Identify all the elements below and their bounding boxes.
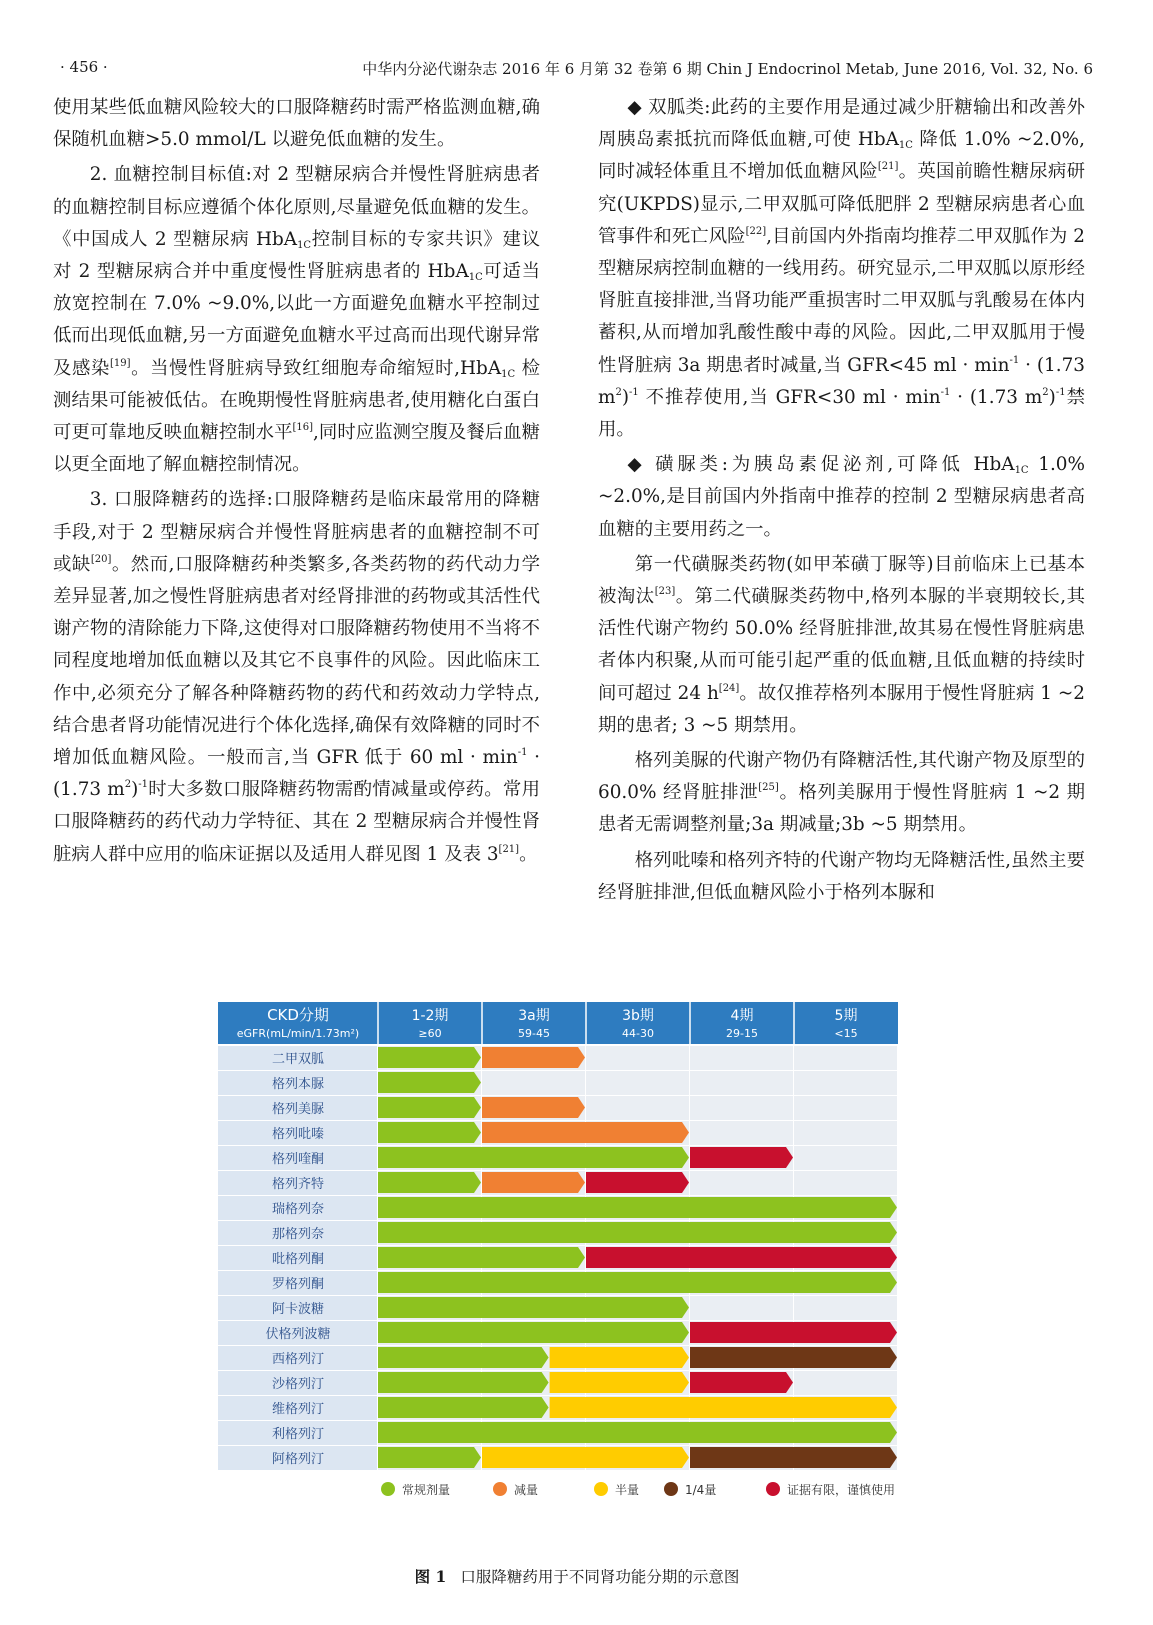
header-stage-label: CKD分期	[267, 1006, 329, 1024]
bar-segment-normal	[378, 1197, 897, 1218]
bar-segment-normal	[378, 1097, 481, 1118]
row-grid-cell	[690, 1096, 793, 1120]
bar-segment-limited	[690, 1372, 793, 1393]
bar-segment-half	[550, 1397, 897, 1418]
bar-segment-normal	[378, 1397, 549, 1418]
citation: [24]	[718, 682, 740, 694]
bar-segment-limited	[586, 1247, 897, 1268]
drug-label: 维格列汀	[271, 1402, 325, 1417]
citation: [20]	[90, 553, 112, 565]
drug-label: 格列本脲	[271, 1077, 325, 1092]
stage-label: 3b期	[622, 1008, 654, 1024]
legend-swatch	[664, 1482, 678, 1496]
citation: [25]	[758, 782, 779, 794]
legend-label: 减量	[514, 1483, 539, 1497]
legend-swatch	[493, 1482, 507, 1496]
figure-caption	[218, 1565, 936, 1587]
row-grid-cell	[586, 1096, 689, 1120]
drug-label: 阿格列汀	[271, 1452, 325, 1467]
bar-segment-normal	[378, 1372, 549, 1393]
bar-segment-normal	[378, 1272, 897, 1293]
bar-segment-half	[550, 1372, 689, 1393]
bar-segment-normal	[378, 1122, 481, 1143]
citation: [19]	[110, 357, 131, 369]
stage-label: 1-2期	[411, 1008, 449, 1024]
stage-egfr-label: 29-15	[726, 1027, 758, 1040]
citation: [23]	[654, 586, 676, 598]
stage-egfr-label: <15	[834, 1027, 858, 1040]
bar-segment-half	[482, 1447, 689, 1468]
chart-svg	[218, 1002, 936, 1557]
legend-label: 常规剂量	[402, 1483, 451, 1497]
bar-segment-normal	[378, 1322, 689, 1343]
citation: [16]	[292, 422, 314, 434]
citation: [21]	[498, 843, 520, 855]
row-grid-cell	[586, 1071, 689, 1095]
citation: [21]	[877, 161, 899, 173]
journal-info: 中华内分泌代谢杂志 2016 年 6 月第 32 卷第 6 期 Chin J Endocrinol Metab, June 2016, Vol. 32, No. 6	[362, 60, 1093, 78]
paragraph: 3. 口服降糖药的选择:口服降糖药是临床最常用的降糖手段,对于 2 型糖尿病合并慢性肾脏病患者的血糖控制不可或缺[20]。然而,口服降糖药种类繁多,各类药物的药代动力学差异显著,加之慢性肾脏病患者对经肾排泄的药物或其活性代谢产物的清除能力下降,这使得对口服降糖药物使用不当将不同程度地增加低血糖以及其它不良事件的风险。因此临床工作中,必须充分了解各种降糖药物的药代和药效动力学特点,结合患者肾功能情况进行个体化选择,确保有效降糖的同时不增加低血糖风险。一般而言,当 GFR 低于 60 ml · $\min^{-1} \cdot (1.73$ $m^2)^{-1}$时大多数口服降糖药物需酌情减量或停药。常用口服降糖药的药代动力学特征、其在 2 型糖尿病合并慢性肾脏病人群中应用的临床证据以及适用人群见图 1 及表 3[21]。	[53, 489, 541, 865]
legend-label: 1/4量	[685, 1483, 717, 1497]
bar-segment-limited	[690, 1322, 897, 1343]
drug-label: 伏格列波糖	[265, 1327, 331, 1342]
drug-label: 西格列汀	[271, 1352, 325, 1367]
drug-label: 吡格列酮	[271, 1252, 325, 1267]
drug-label: 罗格列酮	[271, 1277, 325, 1292]
figure-title: 口服降糖药用于不同肾功能分期的示意图	[460, 1568, 740, 1586]
row-grid-cell	[794, 1171, 897, 1195]
paragraph: ◆ 磺脲类:为胰岛素促泌剂,可降低 HbA$_{1C}$ 1.0% ~2.0%,是目前国内外指南中推荐的控制 2 型糖尿病患者高血糖的主要用药之一。	[598, 454, 1085, 540]
bar-segment-normal	[378, 1222, 897, 1243]
row-grid-cell	[586, 1046, 689, 1070]
figure-1	[218, 1002, 936, 1557]
running-header	[60, 58, 1093, 86]
bar-segment-quarter	[690, 1447, 897, 1468]
bar-segment-normal	[378, 1422, 897, 1443]
bar-segment-normal	[378, 1347, 549, 1368]
row-grid-cell	[690, 1296, 793, 1320]
header-egfr-label: eGFR(mL/min/1.73m²)	[236, 1027, 360, 1040]
bar-segment-normal	[378, 1072, 481, 1093]
row-grid-cell	[794, 1146, 897, 1170]
drug-label: 利格列汀	[271, 1427, 325, 1442]
row-grid-cell	[690, 1071, 793, 1095]
drug-label: 格列美脲	[271, 1102, 325, 1117]
right-column	[598, 92, 1085, 912]
row-grid-cell	[794, 1071, 897, 1095]
paragraph: 第一代磺脲类药物(如甲苯磺丁脲等)目前临床上已基本被淘汰[23]。第二代磺脲类药物中,格列本脲的半衰期较长,其活性代谢产物约 50.0% 经肾脏排泄,故其易在慢性肾脏病患者体内积聚,从而可能引起严重的低血糖,且低血糖的持续时间可超过 24 h[24]。故仅推荐格列本脲用于慢性肾脏病 1 ~2 期的患者; 3 ~5 期禁用。	[598, 553, 1085, 736]
bar-segment-normal	[378, 1172, 481, 1193]
legend-label: 半量	[615, 1483, 640, 1497]
drug-label: 二甲双胍	[271, 1052, 325, 1067]
bar-segment-normal	[378, 1047, 481, 1068]
stage-label: 3a期	[518, 1008, 550, 1024]
legend-swatch	[594, 1482, 608, 1496]
stage-label: 4期	[730, 1008, 754, 1024]
drug-label: 格列吡嗪	[271, 1127, 325, 1142]
legend-label: 证据有限，谨慎使用	[787, 1483, 896, 1497]
stage-egfr-label: 44-30	[622, 1027, 654, 1040]
row-grid-cell	[690, 1171, 793, 1195]
bar-segment-normal	[378, 1297, 689, 1318]
citation: [22]	[745, 225, 767, 237]
legend-swatch	[381, 1482, 395, 1496]
stage-label: 5期	[834, 1008, 858, 1024]
drug-label: 阿卡波糖	[271, 1302, 325, 1317]
row-grid-cell	[794, 1046, 897, 1070]
bar-segment-normal	[378, 1447, 481, 1468]
page-number: · 456 ·	[60, 58, 108, 76]
bar-segment-reduce	[482, 1047, 585, 1068]
stage-egfr-label: ≥60	[418, 1027, 442, 1040]
row-grid-cell	[794, 1096, 897, 1120]
drug-label: 格列齐特	[271, 1177, 325, 1192]
bar-segment-limited	[586, 1172, 689, 1193]
stage-egfr-label: 59-45	[518, 1027, 550, 1040]
paragraph: 格列吡嗪和格列齐特的代谢产物均无降糖活性,虽然主要经肾脏排泄,但低血糖风险小于格列本脲和	[598, 849, 1085, 903]
row-grid-cell	[482, 1071, 585, 1095]
row-grid-cell	[794, 1121, 897, 1145]
drug-label: 格列喹酮	[271, 1152, 325, 1167]
bar-segment-quarter	[690, 1347, 897, 1368]
bar-segment-half	[550, 1347, 689, 1368]
bar-segment-reduce	[482, 1122, 689, 1143]
row-grid-cell	[690, 1121, 793, 1145]
paragraph: 使用某些低血糖风险较大的口服降糖药时需严格监测血糖,确保随机血糖>5.0 mmol/L 以避免低血糖的发生。	[53, 97, 540, 151]
row-grid-cell	[690, 1046, 793, 1070]
bar-segment-normal	[378, 1147, 689, 1168]
drug-label: 沙格列汀	[271, 1377, 325, 1392]
paragraph: 2. 血糖控制目标值:对 2 型糖尿病合并慢性肾脏病患者的血糖控制目标应遵循个体化原则,尽量避免低血糖的发生。《中国成人 2 型糖尿病 HbA$_{1C}$控制目标的专家共识》建议对 2 型糖尿病合并中重度慢性肾脏病患者的 HbA$_{1C}$可适当放宽控制在 7.0% ~9.0%,以此一方面避免血糖水平控制过低而出现低血糖,另一方面避免血糖水平过高而出现代谢异常及感染[19]。当慢性肾脏病导致红细胞寿命缩短时,HbA$_{1C}$ 检测结果可能被低估。在晚期慢性肾脏病患者,使用糖化白蛋白可更可靠地反映血糖控制水平[16],同时应监测空腹及餐后血糖以更全面地了解血糖控制情况。	[53, 164, 540, 476]
bar-segment-normal	[378, 1247, 585, 1268]
legend-swatch	[766, 1482, 780, 1496]
drug-label: 那格列奈	[271, 1227, 325, 1242]
row-grid-cell	[794, 1371, 897, 1395]
figure-number: 图 1	[414, 1567, 447, 1586]
bar-segment-reduce	[482, 1172, 585, 1193]
paragraph: 格列美脲的代谢产物仍有降糖活性,其代谢产物及原型的 60.0% 经肾脏排泄[25]。格列美脲用于慢性肾脏病 1 ~2 期患者无需调整剂量;3a 期减量;3b ~5 期禁用。	[598, 750, 1085, 836]
bar-segment-reduce	[482, 1097, 585, 1118]
left-column	[53, 92, 540, 874]
ckd-drug-chart	[218, 1002, 936, 1557]
paragraph: ◆ 双胍类:此药的主要作用是通过减少肝糖输出和改善外周胰岛素抵抗而降低血糖,可使 HbA$_{1C}$ 降低 1.0% ~2.0%,同时减轻体重且不增加低血糖风险[21]。英国前瞻性糖尿病研究(UKPDS)显示,二甲双胍可降低肥胖 2 型糖尿病患者心血管事件和死亡风险[22],目前国内外指南均推荐二甲双胍作为 2 型糖尿病控制血糖的一线用药。研究显示,二甲双胍以原形经肾脏直接排泄,当肾功能严重损害时二甲双胍与乳酸易在体内蓄积,从而增加乳酸性酸中毒的风险。因此,二甲双胍用于慢性肾脏病 3a 期患者时减量,当 GFR<45 ml · $\min^{-1} \cdot (1.73$ $m^2)^{-1}$ 不推荐使用,当 GFR<30 ml · $\min^{-1} \cdot (1.73$ $m^2)^{-1}$禁用。	[598, 97, 1085, 441]
bar-segment-limited	[690, 1147, 793, 1168]
row-grid-cell	[794, 1296, 897, 1320]
drug-label: 瑞格列奈	[271, 1202, 325, 1217]
